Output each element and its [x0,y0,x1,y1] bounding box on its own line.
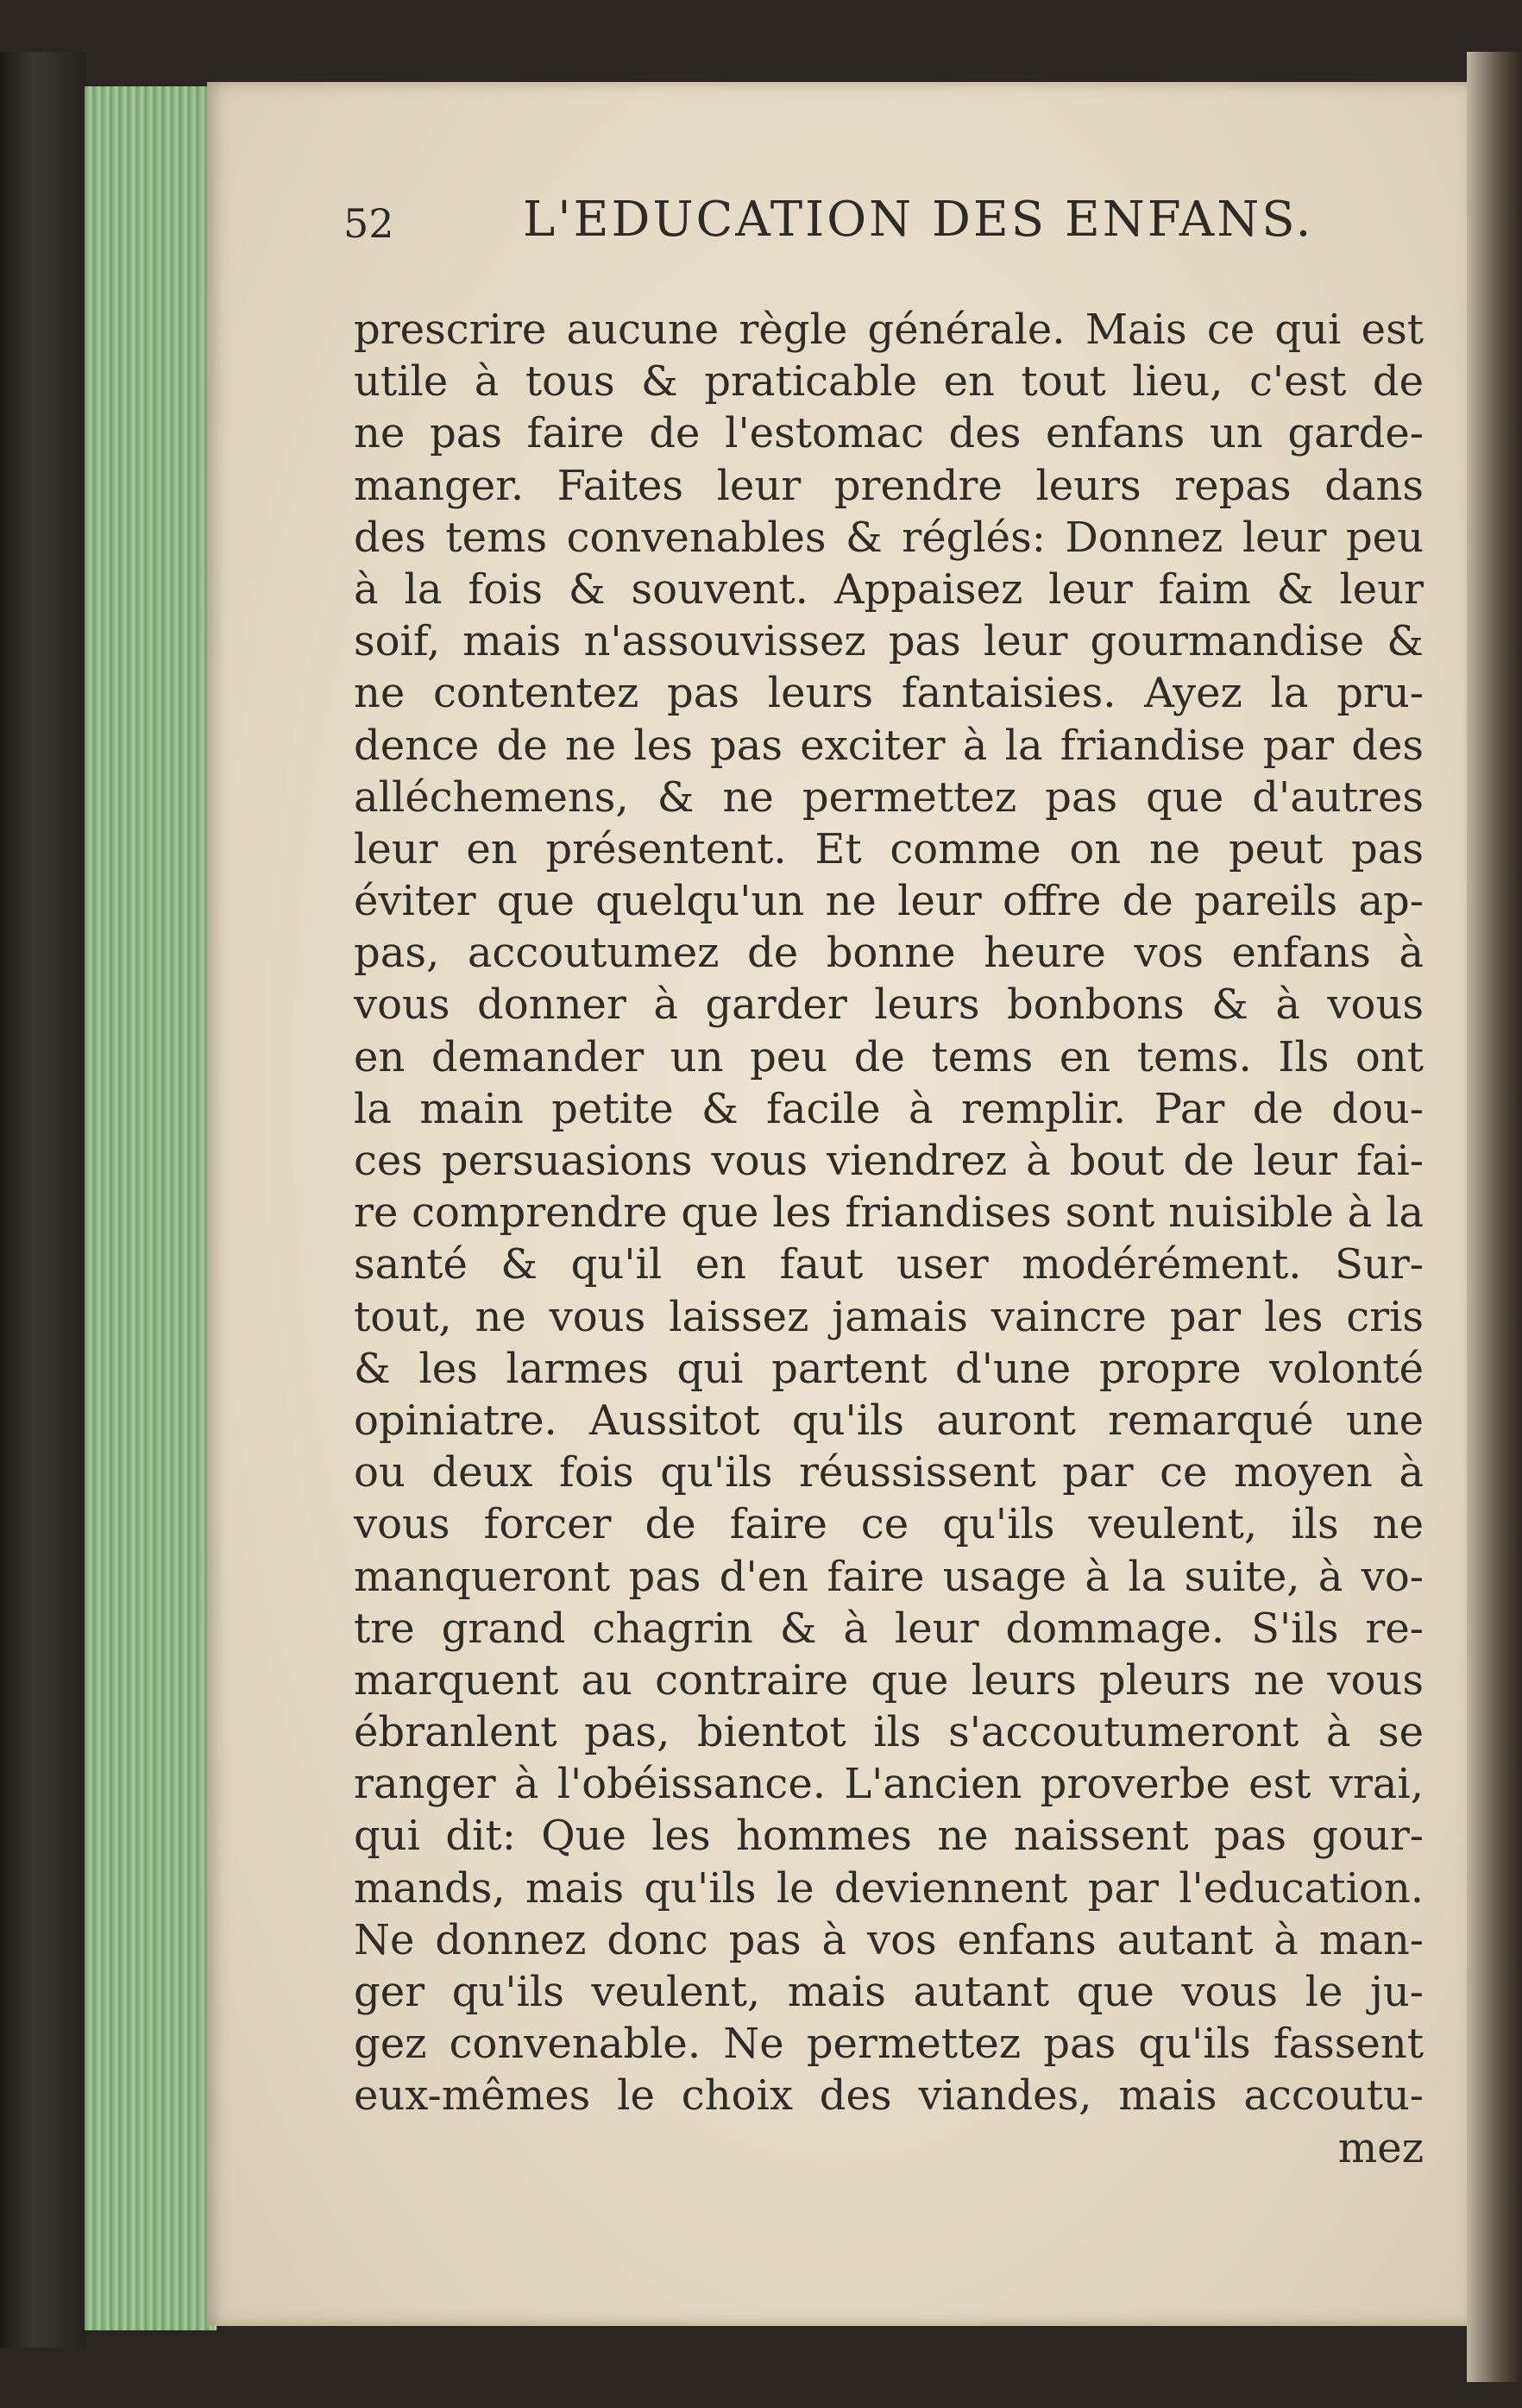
text-line: ger qu'ils veulent, mais autant que vous le ju- [354,1968,1424,2016]
text-line: ou deux fois qu'ils réussissent par ce moyen à [354,1448,1424,1497]
text-line: prescrire aucune règle générale. Mais ce qui est [354,306,1424,354]
page-number: 52 [343,200,394,247]
text-line: pas, accoutumez de bonne heure vos enfans à [354,929,1424,978]
text-line: en demander un peu de tems en tems. Ils ont [354,1032,1424,1081]
text-line: dence de ne les pas exciter à la friandise par des [354,721,1424,770]
text-line: utile à tous & praticable en tout lieu, c'est de [354,357,1424,407]
text-line: leur en présentent. Et comme on ne peut pas [354,824,1424,873]
text-line: ces persuasions vous viendrez à bout de leur fai- [354,1137,1424,1185]
text-line: eux-mêmes le choix des viandes, mais accoutu- [354,2071,1424,2121]
body-text [354,304,1424,2174]
gutter-shadow [1467,52,1522,2382]
text-line: re comprendre que les friandises sont nuisible à la [354,1188,1424,1238]
text-line: ranger à l'obéissance. L'ancien proverbe est vrai, [354,1760,1424,1809]
text-line: vous forcer de faire ce qu'ils veulent, ils ne [354,1500,1424,1549]
page-header [343,192,1314,269]
text-line: opiniatre. Aussitot qu'ils auront remarqué une [354,1396,1424,1445]
text-line: éviter que quelqu'un ne leur offre de pareils ap- [354,877,1424,926]
text-line: manqueront pas d'en faire usage à la suite, à vo- [354,1552,1424,1601]
page-edges-green [85,86,217,2330]
book-cover-edge [0,52,86,2348]
text-line: gez convenable. Ne permettez pas qu'ils fassent [354,2020,1424,2069]
text-line: ne contentez pas leurs fantaisies. Ayez la pru- [354,669,1424,718]
text-line: la main petite & facile à remplir. Par de dou- [354,1084,1424,1133]
text-line: tout, ne vous laissez jamais vaincre par les cris [354,1292,1424,1341]
text-line: vous donner à garder leurs bonbons & à vous [354,980,1424,1030]
text-line: des tems convenables & réglés: Donnez leur peu [354,513,1424,562]
text-line: ébranlent pas, bientot ils s'accoutumeront à se [354,1708,1424,1757]
text-line: à la fois & souvent. Appaisez leur faim & leur [354,564,1424,614]
text-line: manger. Faites leur prendre leurs repas dans [354,461,1424,510]
catchword: mez [1337,2123,1424,2172]
text-line: alléchemens, & ne permettez pas que d'autres [354,772,1424,822]
text-line: & les larmes qui partent d'une propre volonté [354,1344,1424,1393]
text-line: santé & qu'il en faut user modérément. Sur- [354,1240,1424,1289]
text-line: mands, mais qu'ils le deviennent par l'education. [354,1863,1424,1913]
text-line: ne pas faire de l'estomac des enfans un garde- [354,409,1424,458]
text-line: marquent au contraire que leurs pleurs ne vous [354,1655,1424,1705]
running-title: L'EDUCATION DES ENFANS. [523,192,1314,248]
text-line: tre grand chagrin & à leur dommage. S'ils re- [354,1604,1424,1653]
text-line: qui dit: Que les hommes ne naissent pas gour- [354,1812,1424,1861]
text-line: soif, mais n'assouvissez pas leur gourmandise & [354,617,1424,666]
text-line: Ne donnez donc pas à vos enfans autant à man- [354,1915,1424,1964]
